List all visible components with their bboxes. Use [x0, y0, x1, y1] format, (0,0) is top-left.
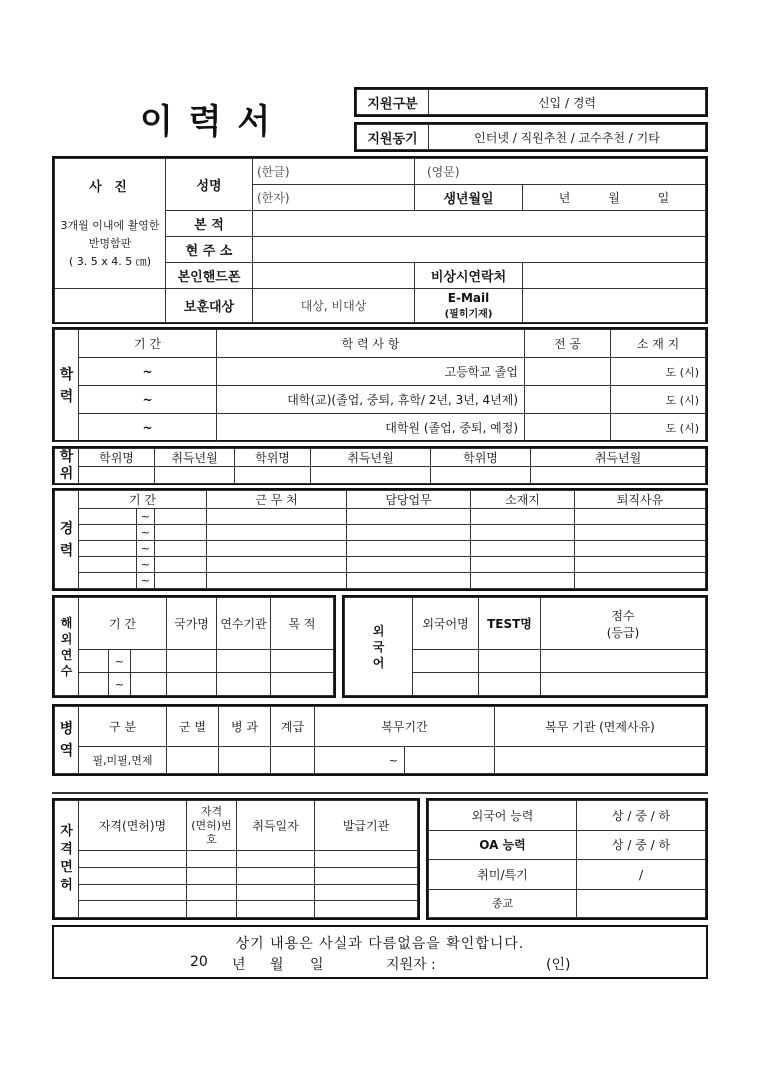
career-section: [52, 488, 708, 591]
language-cell[interactable]: [541, 673, 706, 696]
skill-religion-value[interactable]: [577, 889, 706, 917]
language-section-label: 외 국 어: [345, 598, 413, 696]
career-start[interactable]: [79, 557, 137, 573]
career-cell[interactable]: [471, 525, 575, 541]
license-cell[interactable]: [315, 851, 418, 868]
military-service-section: [52, 704, 708, 776]
military-header-branch: 군 별: [167, 707, 219, 747]
motive-box: [354, 122, 708, 152]
apply-type-label: 지원구분: [357, 90, 429, 115]
language-cell[interactable]: [541, 650, 706, 673]
section-divider: [52, 792, 708, 794]
license-header-name: 자격(면허)명: [79, 801, 187, 851]
email-label-cell: [415, 289, 523, 323]
license-cell[interactable]: [79, 884, 187, 901]
military-cell[interactable]: [219, 747, 271, 774]
degree-header: 취득년월: [531, 449, 706, 467]
personal-info-section: [52, 156, 708, 324]
career-start[interactable]: [79, 525, 137, 541]
email-label: E-Mail: [447, 291, 490, 305]
confirmation-text: 상기 내용은 사실과 다름없음을 확인합니다.: [235, 936, 525, 952]
career-cell[interactable]: [207, 541, 347, 557]
career-tilde: ~: [137, 573, 155, 589]
skill-religion-label: 종교: [429, 889, 577, 917]
degree-cell[interactable]: [79, 467, 155, 484]
career-header-workplace: 근 무 처: [207, 491, 347, 509]
career-header-location: 소재지: [471, 491, 575, 509]
license-cell[interactable]: [187, 867, 237, 884]
edu-major[interactable]: [525, 358, 611, 386]
license-cell[interactable]: [237, 901, 315, 918]
overseas-header-country: 국가명: [167, 598, 217, 650]
military-period-end[interactable]: [405, 747, 495, 774]
license-cell[interactable]: [237, 851, 315, 868]
edu-desc[interactable]: 대학원 (졸업, 중퇴, 예정): [217, 414, 525, 442]
emergency-label: 비상시연락처: [415, 263, 523, 289]
edu-period[interactable]: ~: [79, 386, 217, 414]
career-cell[interactable]: [575, 573, 706, 589]
military-type-value[interactable]: 필,미필,면제: [79, 747, 167, 774]
overseas-training-section: [52, 595, 336, 698]
license-cell[interactable]: [315, 867, 418, 884]
license-cell[interactable]: [237, 867, 315, 884]
license-cell[interactable]: [79, 901, 187, 918]
overseas-tilde: ~: [109, 650, 131, 673]
language-cell[interactable]: [479, 673, 541, 696]
day-label: 일: [310, 957, 324, 973]
career-cell[interactable]: [207, 509, 347, 525]
military-cell[interactable]: [271, 747, 315, 774]
degree-cell[interactable]: [431, 467, 531, 484]
skill-language-label: 외국어 능력: [429, 801, 577, 831]
email-note: (필히기재): [444, 309, 493, 320]
license-cell[interactable]: [187, 851, 237, 868]
email-field[interactable]: [523, 289, 706, 323]
career-end[interactable]: [155, 541, 207, 557]
degree-header: 취득년월: [311, 449, 431, 467]
license-cell[interactable]: [187, 884, 237, 901]
license-cell[interactable]: [187, 901, 237, 918]
career-header-period: 기 간: [79, 491, 207, 509]
career-tilde: ~: [137, 541, 155, 557]
military-header-institution: 복무 기관 (면제사유): [495, 707, 706, 747]
career-cell[interactable]: [471, 509, 575, 525]
career-tilde: ~: [137, 557, 155, 573]
page-title: 이 력 서: [140, 102, 273, 142]
military-section-label: 병 역: [55, 707, 79, 774]
overseas-cell[interactable]: [217, 650, 271, 673]
edu-period[interactable]: ~: [79, 414, 217, 442]
edu-desc[interactable]: 대학(교)(졸업, 중퇴, 휴학/ 2년, 3년, 4년제): [217, 386, 525, 414]
birth-month: 월: [608, 191, 620, 205]
skill-hobby-value[interactable]: /: [577, 860, 706, 890]
birth-day: 일: [657, 191, 670, 205]
degree-cell[interactable]: [235, 467, 311, 484]
education-section: [52, 327, 708, 442]
photo-area[interactable]: [55, 159, 166, 289]
career-start[interactable]: [79, 509, 137, 525]
career-end[interactable]: [155, 509, 207, 525]
career-cell[interactable]: [471, 541, 575, 557]
edu-loc[interactable]: 도 (시): [611, 414, 706, 442]
career-cell[interactable]: [347, 557, 471, 573]
photo-note-1: 3개월 이내에 촬영한: [60, 219, 160, 232]
overseas-tilde: ~: [109, 673, 131, 696]
military-cell[interactable]: [495, 747, 706, 774]
name-label: 성명: [166, 159, 253, 211]
foreign-language-section: [342, 595, 708, 698]
apply-type-value[interactable]: 신입 / 경력: [429, 90, 706, 115]
photo-note-3: ( 3. 5 x 4. 5 ㎝): [68, 255, 152, 268]
phone-field[interactable]: [253, 263, 415, 289]
degree-cell[interactable]: [311, 467, 431, 484]
education-section-label: 학 력: [55, 330, 79, 442]
applicant-label: 지원자 :: [386, 957, 436, 973]
overseas-cell[interactable]: [217, 673, 271, 696]
license-section-label: 자 격 면 허: [55, 801, 79, 918]
phone-label: 본인핸드폰: [166, 263, 253, 289]
career-cell[interactable]: [471, 557, 575, 573]
name-hangul-field[interactable]: (한글): [253, 159, 415, 185]
degree-header: 학위명: [431, 449, 531, 467]
career-header-duty: 담당업무: [347, 491, 471, 509]
emergency-field[interactable]: [523, 263, 706, 289]
skills-section: [426, 798, 708, 920]
career-cell[interactable]: [471, 573, 575, 589]
language-header-name: 외국어명: [413, 598, 479, 650]
overseas-start[interactable]: [79, 650, 109, 673]
license-cell[interactable]: [315, 901, 418, 918]
skill-oa-value[interactable]: 상 / 중 / 하: [577, 830, 706, 860]
language-cell[interactable]: [413, 673, 479, 696]
overseas-cell[interactable]: [271, 673, 334, 696]
license-header-issuer: 발급기관: [315, 801, 418, 851]
career-tilde: ~: [137, 509, 155, 525]
overseas-cell[interactable]: [167, 650, 217, 673]
edu-header-history: 학 력 사 항: [217, 330, 525, 358]
language-header-score: 점수 (등급): [541, 598, 706, 650]
degree-cell[interactable]: [155, 467, 235, 484]
edu-loc[interactable]: 도 (시): [611, 386, 706, 414]
year-prefix: 20: [190, 954, 208, 970]
overseas-header-purpose: 목 적: [271, 598, 334, 650]
edu-major[interactable]: [525, 386, 611, 414]
edu-period[interactable]: ~: [79, 358, 217, 386]
veteran-label: 보훈대상: [166, 289, 253, 323]
license-cell[interactable]: [79, 851, 187, 868]
edu-desc[interactable]: 고등학교 졸업: [217, 358, 525, 386]
career-cell[interactable]: [347, 573, 471, 589]
military-header-specialty: 병 과: [219, 707, 271, 747]
edu-loc[interactable]: 도 (시): [611, 358, 706, 386]
birth-label: 생년월일: [415, 185, 523, 211]
skill-language-value[interactable]: 상 / 중 / 하: [577, 801, 706, 831]
overseas-end[interactable]: [131, 673, 167, 696]
military-period-start[interactable]: ~: [315, 747, 405, 774]
career-end[interactable]: [155, 557, 207, 573]
career-end[interactable]: [155, 525, 207, 541]
overseas-end[interactable]: [131, 650, 167, 673]
origin-field[interactable]: [253, 211, 706, 237]
military-header-period: 복무기간: [315, 707, 495, 747]
apply-type-box: [354, 87, 708, 117]
year-label: 년: [232, 957, 246, 973]
military-header-rank: 계급: [271, 707, 315, 747]
career-tilde: ~: [137, 525, 155, 541]
edu-header-major: 전 공: [525, 330, 611, 358]
confirmation-section: [52, 925, 708, 979]
career-cell[interactable]: [575, 557, 706, 573]
overseas-header-institute: 연수기관: [217, 598, 271, 650]
overseas-start[interactable]: [79, 673, 109, 696]
name-hanja-field[interactable]: (한자): [253, 185, 415, 211]
motive-label: 지원동기: [357, 125, 429, 150]
degree-header: 취득년월: [155, 449, 235, 467]
photo-title: 사 진: [89, 180, 131, 195]
career-header-reason: 퇴직사유: [575, 491, 706, 509]
edu-header-location: 소 재 지: [611, 330, 706, 358]
career-cell[interactable]: [207, 525, 347, 541]
language-cell[interactable]: [413, 650, 479, 673]
birth-field[interactable]: [523, 185, 706, 211]
military-cell[interactable]: [167, 747, 219, 774]
career-cell[interactable]: [575, 525, 706, 541]
veteran-field[interactable]: 대상, 비대상: [253, 289, 415, 323]
career-cell[interactable]: [207, 573, 347, 589]
degree-header: 학위명: [235, 449, 311, 467]
career-cell[interactable]: [575, 509, 706, 525]
career-cell[interactable]: [347, 525, 471, 541]
applicant-name-field[interactable]: [454, 954, 540, 972]
month-label: 월: [270, 957, 284, 973]
degree-section-label: 학 위: [55, 449, 79, 484]
career-start[interactable]: [79, 573, 137, 589]
degree-section: [52, 446, 708, 485]
license-section: [52, 798, 420, 920]
career-start[interactable]: [79, 541, 137, 557]
address-field[interactable]: [253, 237, 706, 263]
overseas-section-label: 해 외 연 수: [55, 598, 79, 696]
skill-oa-label: OA 능력: [429, 830, 577, 860]
degree-header: 학위명: [79, 449, 155, 467]
skill-hobby-label: 취미/특기: [429, 860, 577, 890]
overseas-header-period: 기 간: [79, 598, 167, 650]
language-cell[interactable]: [479, 650, 541, 673]
origin-label: 본 적: [166, 211, 253, 237]
language-header-test: TEST명: [479, 598, 541, 650]
license-cell[interactable]: [79, 867, 187, 884]
address-label: 현 주 소: [166, 237, 253, 263]
seal-label: (인): [546, 957, 571, 973]
photo-note-2: 반명함판: [88, 237, 132, 250]
overseas-cell[interactable]: [271, 650, 334, 673]
license-cell[interactable]: [237, 884, 315, 901]
license-header-number: 자격 (면허)번 호: [187, 801, 237, 851]
career-cell[interactable]: [207, 557, 347, 573]
career-end[interactable]: [155, 573, 207, 589]
career-cell[interactable]: [347, 509, 471, 525]
career-cell[interactable]: [575, 541, 706, 557]
career-cell[interactable]: [347, 541, 471, 557]
degree-cell[interactable]: [531, 467, 706, 484]
edu-header-period: 기 간: [79, 330, 217, 358]
motive-value[interactable]: 인터넷 / 직원추천 / 교수추천 / 기타: [429, 125, 706, 150]
military-header-type: 구 분: [79, 707, 167, 747]
name-english-field[interactable]: (영문): [415, 159, 706, 185]
birth-year: 년: [558, 191, 571, 205]
overseas-cell[interactable]: [167, 673, 217, 696]
license-header-date: 취득일자: [237, 801, 315, 851]
license-cell[interactable]: [315, 884, 418, 901]
career-section-label: 경 력: [55, 491, 79, 589]
edu-major[interactable]: [525, 414, 611, 442]
